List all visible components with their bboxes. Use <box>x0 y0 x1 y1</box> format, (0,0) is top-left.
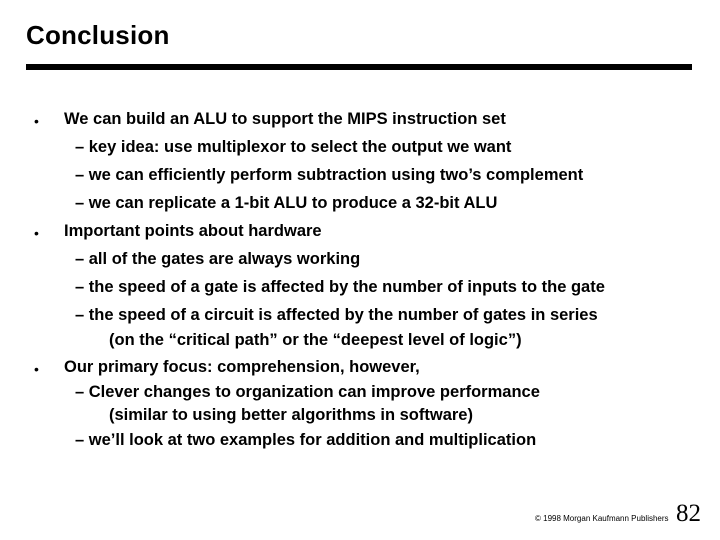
bullet-marker: • <box>34 225 39 241</box>
sub-bullet-text: – the speed of a gate is affected by the number of inputs to the gate <box>75 278 605 296</box>
sub-bullet-text: – we’ll look at two examples for addition and multiplication <box>75 431 537 449</box>
bullet-marker: • <box>34 113 39 129</box>
bullet-text: We can build an ALU to support the MIPS instruction set <box>64 110 506 128</box>
copyright-credit: © 1998 Morgan Kaufmann Publishers <box>535 514 669 523</box>
sub-bullet-text: – we can efficiently perform subtraction using two’s complement <box>75 166 584 184</box>
sub-bullet-text: – Clever changes to organization can improve performance <box>75 383 540 401</box>
slide-title: Conclusion <box>26 20 170 50</box>
sub-bullet-continuation: (similar to using better algorithms in software) <box>109 406 473 424</box>
sub-bullet-text: – all of the gates are always working <box>75 250 361 268</box>
sub-bullet-text: – the speed of a circuit is affected by the number of gates in series <box>75 306 598 324</box>
sub-bullet-continuation: (on the “critical path” or the “deepest level of logic”) <box>109 331 522 349</box>
sub-bullet-text: – we can replicate a 1-bit ALU to produce a 32-bit ALU <box>75 194 498 212</box>
bullet-text: Important points about hardware <box>64 222 322 240</box>
bullet-marker: • <box>34 361 39 377</box>
sub-bullet-text: – key idea: use multiplexor to select the output we want <box>75 138 512 156</box>
page-number: 82 <box>676 500 701 527</box>
bullet-text: Our primary focus: comprehension, however, <box>64 358 420 376</box>
title-underline <box>26 64 692 70</box>
